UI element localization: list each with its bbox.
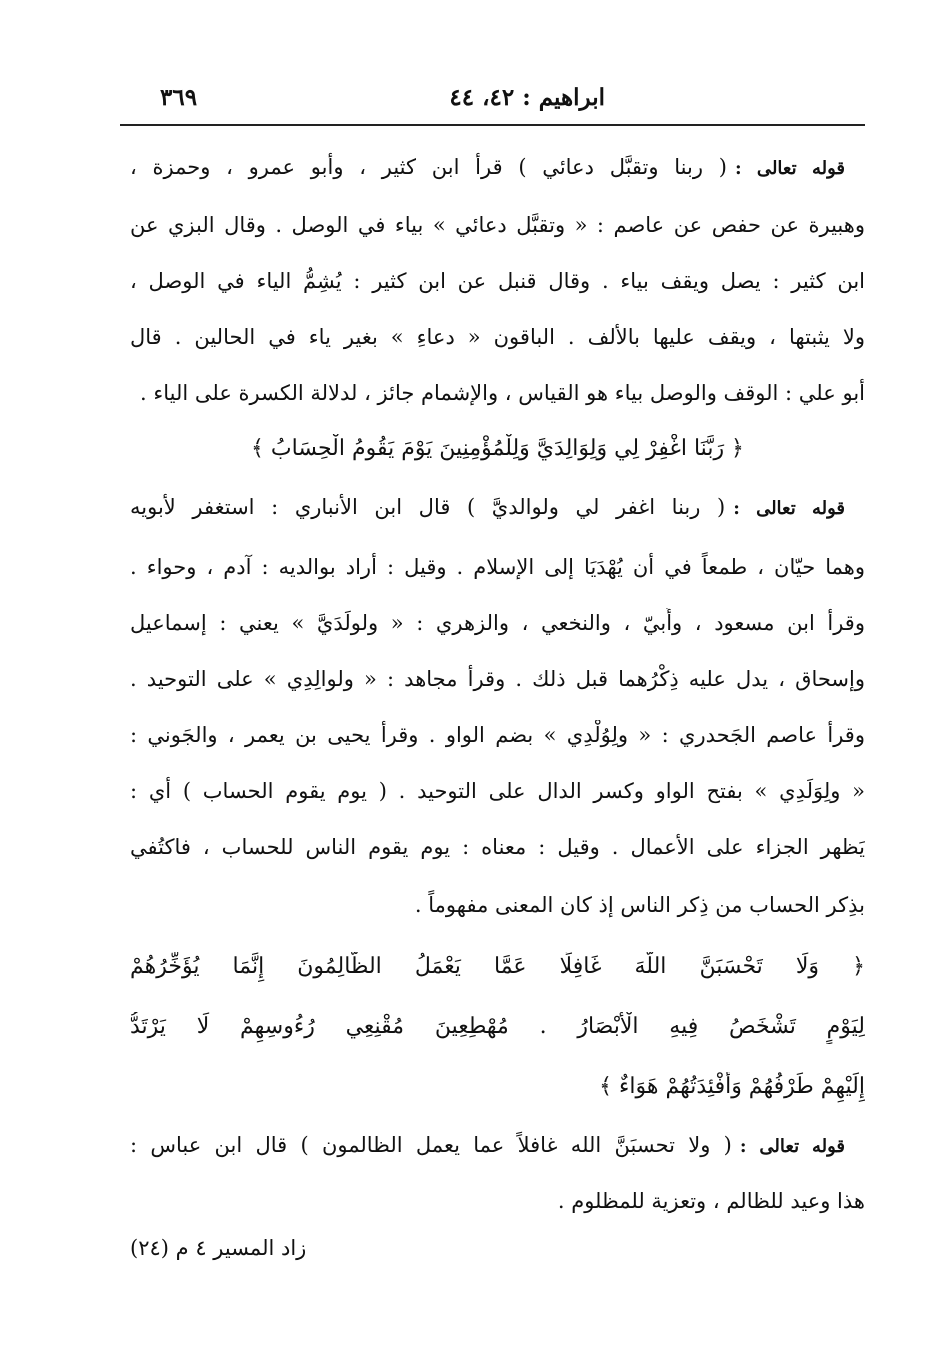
line-text: يَظهر الجزاء على الأعمال . وقيل : معناه : يوم يقوم الناس للحساب ، فاكتُفي [130, 835, 865, 859]
line-text: « ولِوَلَدِي » بفتح الواو وكسر الدال على التوحيد . ( يوم يقوم الحساب ) أي : [130, 779, 865, 803]
running-title: ابراهيم : ٤٢، ٤٤ [449, 84, 605, 111]
signature-mark: زاد المسير ٤ م (٢٤) [130, 1236, 307, 1260]
line-text: أبو علي : الوقف والوصل بياء هو القياس ، والإشمام جائز ، لدلالة الكسرة على الياء . [140, 381, 865, 405]
text-line [130, 890, 865, 922]
text-line [130, 210, 865, 242]
quran-verse-line [130, 952, 865, 984]
line-text: ( ولا تحسبَنَّ الله غافلاً عما يعمل الظالمون ) قال ابن عباس : [130, 1133, 732, 1157]
line-text: ( ربنا وتقبَّل دعائي ) قرأ ابن كثير ، وأبو عمرو ، وحمزة ، [130, 155, 727, 179]
quran-verse-line [130, 434, 865, 466]
line-text: وهبيرة عن حفص عن عاصم : « وتقبَّل دعائي » بياء في الوصل . وقال البزي عن [130, 213, 865, 237]
line-text: بذِكر الحساب من ذِكر الناس إذ كان المعنى مفهوماً . [414, 893, 865, 917]
quran-verse-line [130, 1072, 865, 1104]
line-text: ﴿ وَلَا تَحْسَبَنَّ اللَّهَ غَافِلًا عَمَّا يَعْمَلُ الظَّالِمُونَ إِنَّمَا يُؤَخِّرُهُمْ [130, 954, 865, 979]
text-line [130, 378, 865, 410]
text-line [130, 1186, 865, 1218]
text-line [130, 552, 865, 584]
text-line [130, 322, 865, 354]
line-text: وإسحاق ، يدل عليه ذِكْرُهما قبل ذلك . وقرأ مجاهد : « ولوالِدِي » على التوحيد . [130, 667, 865, 691]
section-lead: قوله تعالى : [733, 498, 845, 519]
text-line [130, 720, 865, 752]
text-line [130, 266, 865, 298]
text-line [130, 608, 865, 640]
line-text: ( ربنا اغفر لي ولوالديَّ ) قال ابن الأنباري : استغفر لأبويه [130, 495, 726, 519]
text-line [130, 832, 865, 864]
line-text: ولا يثبتها ، ويقف عليها بالألف . الباقون « دعاءِ » بغير ياء في الحالين . قال [130, 325, 865, 349]
line-text: وهما حيّان ، طمعاً في أن يُهْدَيَا إلى الإسلام . وقيل : أراد بوالديه : آدم ، وحواء . [130, 555, 865, 579]
text-line [130, 776, 865, 808]
text-line [130, 664, 865, 696]
paragraph-line-with-lead [130, 152, 845, 184]
line-text: ﴿ رَبَّنَا اغْفِرْ لِي وَلِوَالِدَيَّ وَلِلْمُؤْمِنِينَ يَوْمَ يَقُومُ الْحِسَابُ ﴾ [251, 436, 744, 461]
quran-verse-line [130, 1012, 865, 1044]
line-text: إِلَيْهِمْ طَرْفُهُمْ وَأَفْئِدَتُهُمْ هَوَاءٌ ﴾ [599, 1074, 865, 1099]
line-text: وقرأ عاصم الجَحدري : « ولِوُلْدِي » بضم الواو . وقرأ يحيى بن يعمر ، والجَوني : [130, 723, 865, 747]
page-number: ٣٦٩ [160, 84, 198, 111]
line-text: ابن كثير : يصل ويقف بياء . وقال قنبل عن ابن كثير : يُشِمُّ الياء في الوصل ، [130, 269, 865, 293]
page-header [120, 82, 865, 120]
section-lead: قوله تعالى : [739, 1136, 845, 1157]
paragraph-line-with-lead [130, 492, 845, 524]
line-text: وقرأ ابن مسعود ، وأُبيّ ، والنخعي ، والزهري : « ولولَدَيَّ » يعني : إسماعيل [130, 611, 865, 635]
line-text: هذا وعيد للظالم ، وتعزية للمظلوم . [557, 1189, 865, 1213]
header-rule [120, 124, 865, 126]
line-text: لِيَوْمٍ تَشْخَصُ فِيهِ الْأَبْصَارُ . مُهْطِعِينَ مُقْنِعِي رُءُوسِهِمْ لَا يَرْتَدُّ [130, 1014, 865, 1039]
paragraph-line-with-lead [130, 1130, 845, 1162]
section-lead: قوله تعالى : [734, 158, 845, 179]
